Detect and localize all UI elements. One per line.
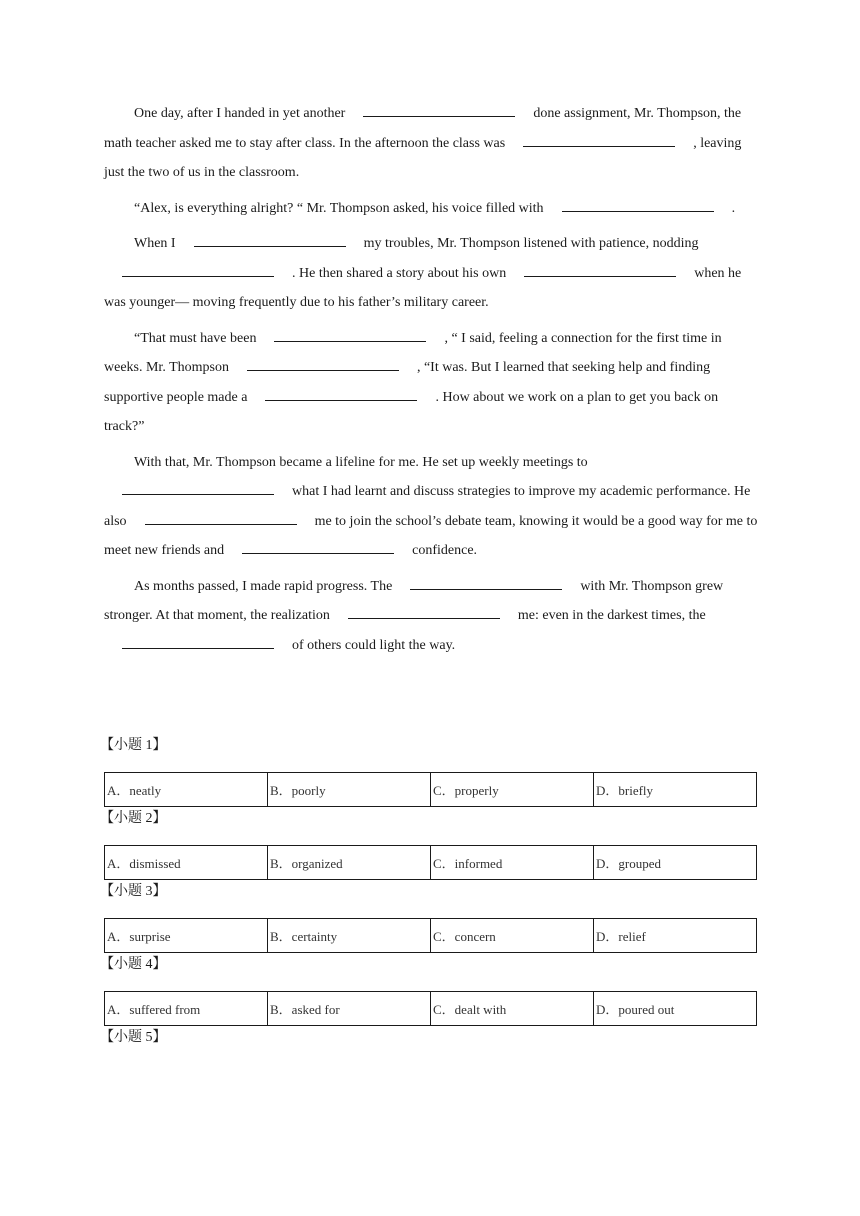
passage-text: One day, after I handed in yet another bbox=[134, 106, 346, 121]
question-label: 【小题 1】 bbox=[100, 738, 167, 753]
option-a[interactable]: A．dismissed bbox=[105, 846, 268, 880]
answer-blank bbox=[242, 539, 394, 554]
question-label: 【小题 2】 bbox=[100, 811, 167, 826]
answer-blank bbox=[122, 634, 274, 649]
answer-blank bbox=[265, 386, 417, 401]
passage-text: with Mr. Thompson grew stronger. At that moment, the realization bbox=[104, 578, 724, 623]
option-a[interactable]: A．surprise bbox=[105, 919, 268, 953]
question-label: 【小题 4】 bbox=[100, 957, 167, 972]
option-d[interactable]: D．relief bbox=[594, 919, 757, 953]
passage-text: , “ I said, feeling a connection for the first time in weeks. Mr. Thompson bbox=[104, 330, 722, 375]
option-c[interactable]: C．informed bbox=[431, 846, 594, 880]
paragraph bbox=[104, 572, 762, 661]
answer-blank bbox=[562, 197, 714, 212]
paragraph bbox=[104, 229, 762, 318]
passage-text: me: even in the darkest times, the bbox=[517, 608, 706, 623]
answer-blank bbox=[274, 327, 426, 342]
options-table bbox=[104, 991, 757, 1026]
paragraph bbox=[104, 99, 762, 188]
answer-blank bbox=[410, 575, 562, 590]
cloze-passage bbox=[104, 99, 762, 666]
passage-text: done assignment, Mr. Thompson, the math teacher asked me to stay after class. In the afternoon the class was bbox=[104, 106, 742, 151]
paragraph bbox=[104, 194, 762, 224]
passage-text: , “It was. But I learned that seeking help and finding supportive people made a bbox=[104, 360, 711, 405]
paragraph bbox=[104, 324, 762, 442]
option-a[interactable]: A．neatly bbox=[105, 773, 268, 807]
passage-text: my troubles, Mr. Thompson listened with patience, nodding bbox=[363, 236, 699, 251]
answer-blank bbox=[524, 262, 676, 277]
answer-blank bbox=[194, 232, 346, 247]
passage-text: As months passed, I made rapid progress. The bbox=[134, 578, 393, 594]
answer-blank bbox=[122, 480, 274, 495]
passage-text: confidence. bbox=[412, 543, 478, 558]
option-b[interactable]: B．organized bbox=[268, 846, 431, 880]
question-label: 【小题 5】 bbox=[100, 1030, 167, 1045]
passage-text: When I bbox=[134, 236, 176, 251]
passage-text: of others could light the way. bbox=[292, 637, 456, 653]
option-b[interactable]: B．poorly bbox=[268, 773, 431, 807]
options-table bbox=[104, 845, 757, 880]
option-d[interactable]: D．grouped bbox=[594, 846, 757, 880]
answer-blank bbox=[145, 510, 297, 525]
passage-text: , leaving just the two of us in the classroom. bbox=[104, 135, 742, 180]
passage-text: With that, Mr. Thompson became a lifeline for me. He set up weekly meetings to bbox=[134, 454, 588, 470]
question-label: 【小题 3】 bbox=[100, 884, 167, 899]
answer-blank bbox=[348, 604, 500, 619]
passage-text: me to join the school’s debate team, knowing it would be a good way for me to meet new friends and bbox=[104, 513, 758, 558]
passage-text: what I had learnt and discuss strategies to improve my academic performance. He also bbox=[104, 484, 751, 529]
option-c[interactable]: C．dealt with bbox=[431, 992, 594, 1026]
passage-text: “That must have been bbox=[134, 330, 257, 346]
paragraph bbox=[104, 448, 762, 566]
passage-text: “Alex, is everything alright? “ Mr. Thompson asked, his voice filled with bbox=[134, 200, 544, 216]
option-d[interactable]: D．briefly bbox=[594, 773, 757, 807]
question-list bbox=[100, 734, 757, 1050]
answer-blank bbox=[247, 356, 399, 371]
option-a[interactable]: A．suffered from bbox=[105, 992, 268, 1026]
options-table bbox=[104, 918, 757, 953]
options-table bbox=[104, 772, 757, 807]
passage-text: . He then shared a story about his own bbox=[292, 265, 507, 281]
passage-text: when he was younger— moving frequently due to his father’s military career. bbox=[104, 265, 742, 310]
answer-blank bbox=[363, 102, 515, 117]
option-c[interactable]: C．concern bbox=[431, 919, 594, 953]
answer-blank bbox=[523, 132, 675, 147]
passage-text: . bbox=[731, 200, 736, 216]
option-b[interactable]: B．asked for bbox=[268, 992, 431, 1026]
option-d[interactable]: D．poured out bbox=[594, 992, 757, 1026]
answer-blank bbox=[122, 262, 274, 277]
option-c[interactable]: C．properly bbox=[431, 773, 594, 807]
option-b[interactable]: B．certainty bbox=[268, 919, 431, 953]
passage-text: . How about we work on a plan to get you back on track?” bbox=[104, 389, 719, 434]
